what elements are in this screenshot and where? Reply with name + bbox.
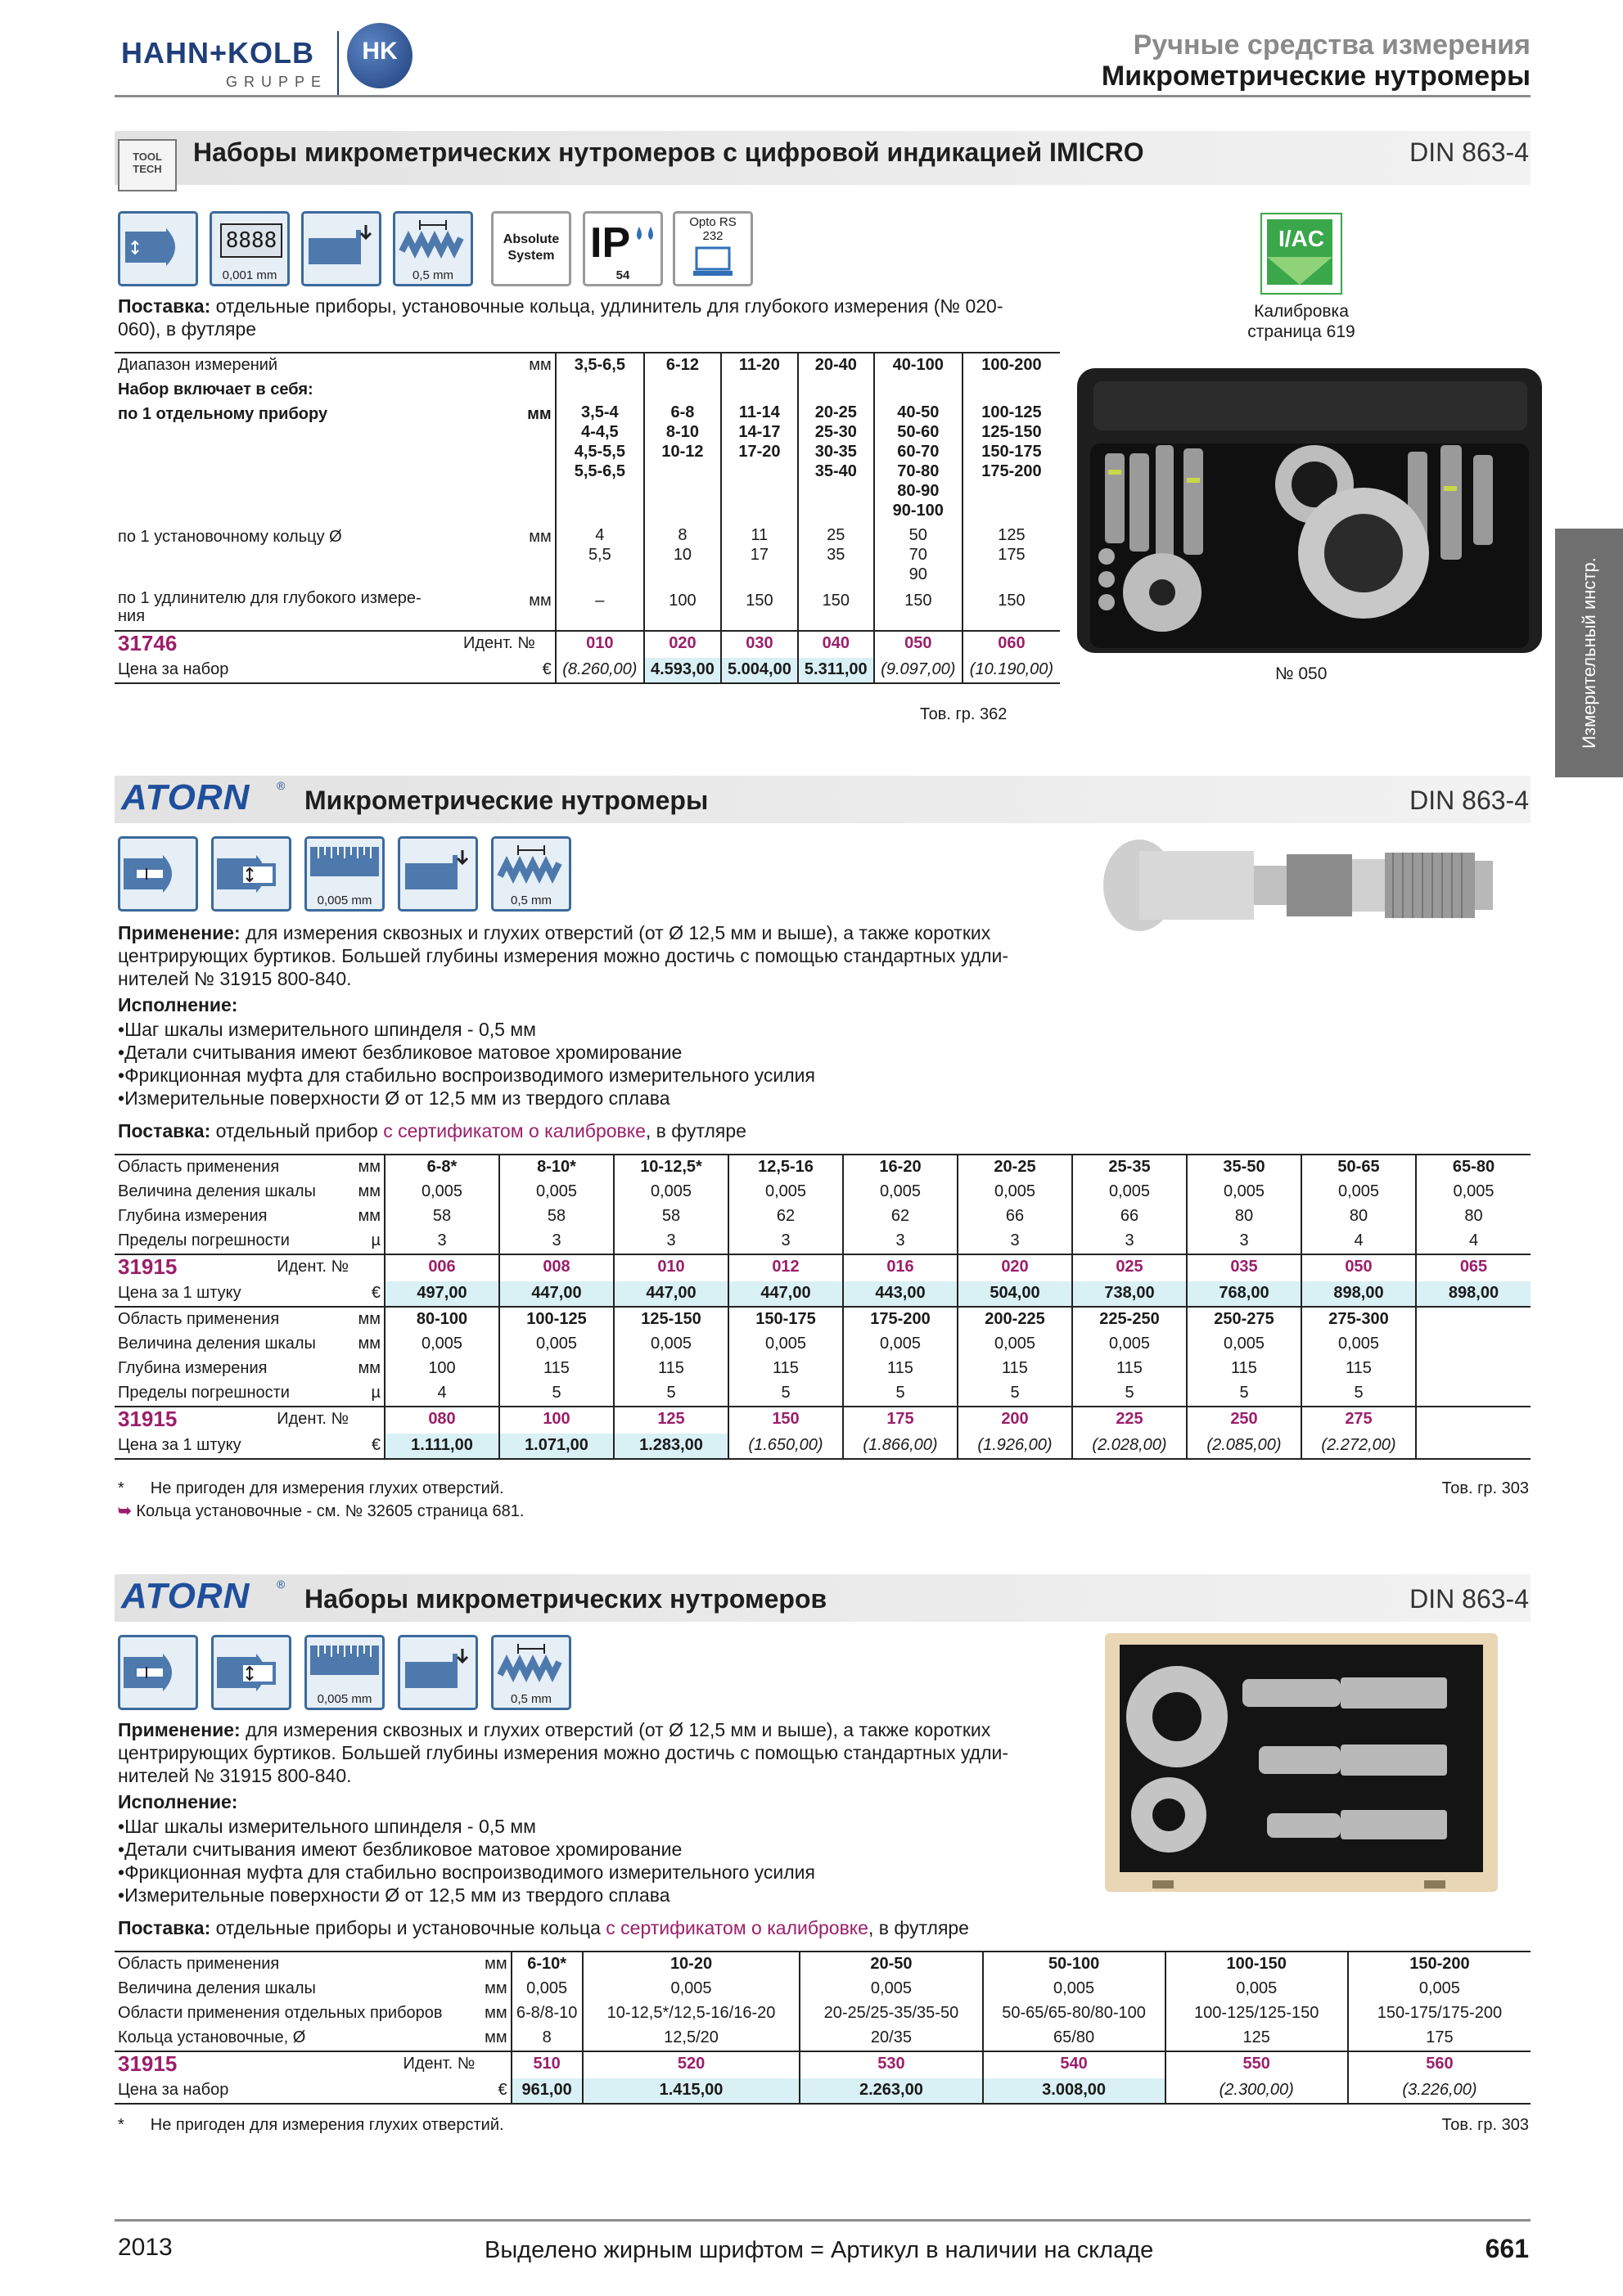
- cell-line: 175: [998, 546, 1026, 564]
- imicro-case-photo: [1072, 363, 1547, 658]
- section3-din: DIN 863-4: [1409, 1584, 1529, 1614]
- section2-group: Тов. гр. 303: [1441, 1479, 1529, 1497]
- cell-line: 5,5: [588, 546, 611, 564]
- calibration-certificate-link[interactable]: с сертификатом о калибровке: [606, 1917, 868, 1938]
- calibration-text: Калибровка страница 619: [1247, 302, 1355, 341]
- opto-rs232-icon: Opto RS 232: [673, 211, 753, 286]
- cell-line: 17: [750, 546, 769, 564]
- thread-pitch-icon: 0,5 mm: [491, 836, 571, 912]
- blind-bore-icon: [211, 836, 291, 912]
- brand-sub: GRUPPE: [226, 74, 328, 90]
- arrow-right-icon: ➥: [118, 1502, 132, 1520]
- cell-line: 17-20: [738, 443, 781, 461]
- header-title: Микрометрические нутромеры: [1101, 61, 1531, 92]
- section2-title: Микрометрические нутромеры: [304, 786, 709, 815]
- list-item: •Детали считывания имеют безбликовое матовое хромирование: [118, 1839, 683, 1860]
- cell-line: 11: [751, 526, 769, 544]
- cell-line: 50: [908, 526, 927, 544]
- cell-line: 4-4,5: [581, 423, 619, 441]
- photo-caption: № 050: [1275, 664, 1328, 683]
- atorn-logo: ATORN: [121, 1576, 250, 1616]
- atorn-logo: ATORN: [121, 777, 250, 817]
- article-number: 31746: [118, 631, 178, 655]
- cell-line: 20-25: [814, 403, 857, 421]
- bore-icon: [118, 211, 198, 286]
- imicro-table: Диапазон измерений мм 3,5-6,5 6-12 11-20 20-40 40-100 100-200 Набор включает в себя: по 1 отдельному прибору мм 3,5-4 4-4,5 4,5-5,5 5,5-6,5 6-8 8-10 10-12 11-14 14-17 17-20 20-25 25-30 30-35 35-40 40-50 50-60 60-70 70-80 80-90 90-100 100-125 125-150 150-175 175-200 по 1 установочному кольцу Ø мм 4 5,5 8 10 11 17 25 35 50 70 90 125 175 по 1 удлинителю для глубокого измере- ния мм – 100 150 150 150 150 31746 Идент. № 010 020 030 040 050 060 Цена за набор € (8.260,00) 4.593,00 5.004,00 5.311,00 (9.097,00) (10.190,00): [115, 352, 1060, 684]
- depth-icon: [398, 1635, 478, 1710]
- tool-tech-icon: TOOL TECH: [118, 139, 177, 191]
- list-item: •Измерительные поверхности Ø от 12,5 мм из твердого сплава: [118, 1884, 670, 1906]
- footer-rule: [115, 2219, 1531, 2222]
- micrometer-photo: [1097, 836, 1498, 934]
- cell-line: 25: [827, 526, 845, 544]
- thread-pitch-icon: 0,5 mm: [491, 1635, 571, 1710]
- calibration-certificate-link[interactable]: с сертификатом о калибровке: [383, 1120, 646, 1141]
- list-item: •Шаг шкалы измерительного шпинделя - 0,5 мм: [118, 1019, 536, 1040]
- section2-bullets: [118, 1018, 815, 1110]
- cell-line: 8-10: [665, 423, 699, 441]
- cell-line: 14-17: [738, 423, 781, 441]
- absolute-system-icon: Absolute System: [491, 211, 571, 286]
- scale-division-icon: 0,005 mm: [304, 836, 385, 912]
- side-tab[interactable]: Измерительный инстр.: [1555, 529, 1623, 777]
- section3-delivery: Поставка: отдельные приборы и установочные кольца с сертификатом о калибровке, в футляре: [118, 1917, 969, 1938]
- section2-delivery: Поставка: отдельный прибор с сертификатом о калибровке, в футляре: [118, 1120, 746, 1141]
- section3-execution-label: Исполнение:: [118, 1791, 238, 1812]
- ip54-icon: IP 54: [583, 211, 663, 286]
- header-rule: [115, 95, 1531, 97]
- blind-bore-icon: [211, 1635, 291, 1710]
- section1-group: Тов. гр. 362: [920, 705, 1008, 723]
- micrometer-set-photo: [1103, 1632, 1499, 1893]
- cell-line: 80-90: [897, 482, 940, 500]
- through-bore-icon: [118, 1635, 198, 1710]
- cell-line: 125-150: [981, 423, 1042, 441]
- section1-din: DIN 863-4: [1409, 137, 1529, 167]
- cell-line: 25-30: [814, 423, 857, 441]
- cell-line: 70-80: [897, 462, 940, 480]
- section2-execution-label: Исполнение:: [118, 994, 238, 1015]
- section3-footnote: * Не пригоден для измерения глухих отверстий.: [118, 2116, 504, 2134]
- section2-footnote: * Не пригоден для измерения глухих отверстий.: [118, 1479, 504, 1497]
- cell-line: 5,5-6,5: [574, 462, 625, 480]
- cell-line: 10-12: [661, 443, 704, 461]
- cell-line: 6-8: [670, 403, 695, 421]
- section3-group: Тов. гр. 303: [1441, 2116, 1529, 2134]
- section3-bullets: [118, 1815, 815, 1907]
- header-category: Ручные средства измерения: [1133, 29, 1531, 61]
- list-item: •Фрикционная муфта для стабильно воспроизводимого измерительного усилия: [118, 1065, 815, 1086]
- cell-line: 8: [678, 526, 688, 544]
- atorn-set-table: Область применения мм 6-10* 10-20 20-50 50-100 100-150 150-200 Величина деления шкалы мм 0,005 0,005 0,005 0,005 0,005 0,005 Области применения отдельных приборов мм 6-8/8-10 10-12,5*/12,5-16/16-20 20-25/25-35/35-50 50-65/65-80/80-100 100-125/125-150 150-175/175-200 Кольца установочные, Ø мм 8 12,5/20 20/35 65/80 125 175 31915 Идент. № 510 520 530 540 550 560 Цена за набор € 961,00 1.415,00 2.263,00 3.008,00 (2.300,00) (3.226,00): [115, 1951, 1531, 2105]
- cell-line: 40-50: [897, 403, 940, 421]
- list-item: •Фрикционная муфта для стабильно воспроизводимого измерительного усилия: [118, 1862, 815, 1883]
- cell-line: 125: [998, 526, 1026, 544]
- footer-year: 2013: [118, 2234, 173, 2261]
- cell-line: 90-100: [892, 502, 944, 520]
- cell-line: 50-60: [897, 423, 940, 441]
- cell-line: 70: [908, 546, 927, 564]
- thread-pitch-icon: 0,5 mm: [393, 211, 473, 286]
- digital-display-icon: 8888 0,001 mm: [210, 211, 290, 286]
- cell-line: 3,5-4: [581, 403, 619, 421]
- section1-title: Наборы микрометрических нутромеров с цифровой индикацией IMICRO: [193, 137, 1144, 167]
- cell-line: 60-70: [897, 443, 940, 461]
- cell-line: 4: [595, 526, 605, 544]
- depth-icon: [398, 836, 478, 912]
- cell-line: 175-200: [981, 462, 1042, 480]
- section3-title: Наборы микрометрических нутромеров: [304, 1584, 827, 1614]
- section3-application: Применение: для измерения сквозных и глухих отверстий (от Ø 12,5 мм и выше), а также коротких центрирующих буртиков. Большей глубины измерения можно достичь с помощью стандартных удли- нителей № 31915 800-840.: [118, 1719, 1009, 1786]
- section2-din: DIN 863-4: [1409, 786, 1529, 815]
- cell-line: 150-175: [981, 443, 1042, 461]
- depth-icon: [301, 211, 381, 286]
- section2-application: Применение: для измерения сквозных и глухих отверстий (от Ø 12,5 мм и выше), а также коротких центрирующих буртиков. Большей глубины измерения можно достичь с помощью стандартных удли- нителей № 31915 800-840.: [118, 922, 1009, 989]
- cell-line: 35-40: [814, 462, 857, 480]
- page-number: 661: [1485, 2234, 1529, 2263]
- cell-line: 4,5-5,5: [574, 443, 625, 461]
- section1-delivery: Поставка: отдельные приборы, установочные кольца, удлинитель для глубокого измерения (№ 020- 060), в футляре: [118, 295, 1003, 340]
- list-item: •Шаг шкалы измерительного шпинделя - 0,5 мм: [118, 1816, 536, 1837]
- atorn-micrometer-table: Область применения мм 6-8* 8-10* 10-12,5* 12,5-16 16-20 20-25 25-35 35-50 50-65 65-80 Величина деления шкалы мм 0,005 0,005 0,005 0,005 0,005 0,005 0,005 0,005 0,005 0,005 Глубина измерения мм 58 58 58 62 62 66 66 80 80 80 Пределы погрешности µ 3 3 3 3 3 3 3 3 4 4 31915 Идент. № 006 008 010 012 016 020 025 035 050 065 Цена за 1 штуку € 497,00 447,00 447,00 447,00 443,00 504,00 738,00 768,00 898,00 898,00 Область применения мм 80-100 100-125 125-150 150-175 175-200 200-225 225-250 250-275 275-300 Величина деления шкалы мм 0,005 0,005 0,005 0,005 0,005 0,005 0,005 0,005 0,005 Глубина измерения мм 100 115 115 115 115 115 115 115 115 Пределы погрешности µ 4 5 5 5 5 5 5 5 5 31915 Идент. № 080 100 125 150 175 200 225 250 275 Цена за 1 штуку € 1.111,00 1.071,00 1.283,00 (1.650,00) (1.866,00) (1.926,00) (2.028,00) (2.085,00) (2.272,00): [115, 1154, 1531, 1460]
- list-item: •Измерительные поверхности Ø от 12,5 мм из твердого сплава: [118, 1087, 670, 1109]
- calibration-badge-icon[interactable]: I/AC: [1260, 213, 1342, 295]
- cell-line: 30-35: [814, 443, 857, 461]
- ring-reference-link[interactable]: ➥ Кольца установочные - см. № 32605 страница 681.: [118, 1502, 525, 1520]
- hk-logo-icon: HK: [347, 23, 413, 88]
- cell-line: 10: [673, 546, 692, 564]
- footer-note: Выделено жирным шрифтом = Артикул в наличии на складе: [485, 2237, 1154, 2263]
- cell-line: 90: [908, 565, 927, 583]
- through-bore-icon: [118, 836, 198, 912]
- cell-line: 11-14: [738, 403, 780, 421]
- scale-division-icon: 0,005 mm: [304, 1635, 385, 1710]
- cell-line: 35: [827, 546, 845, 564]
- brand-name: HAHN+KOLB: [121, 36, 315, 70]
- list-item: •Детали считывания имеют безбликовое матовое хромирование: [118, 1042, 683, 1063]
- cell-line: 100-125: [981, 403, 1042, 421]
